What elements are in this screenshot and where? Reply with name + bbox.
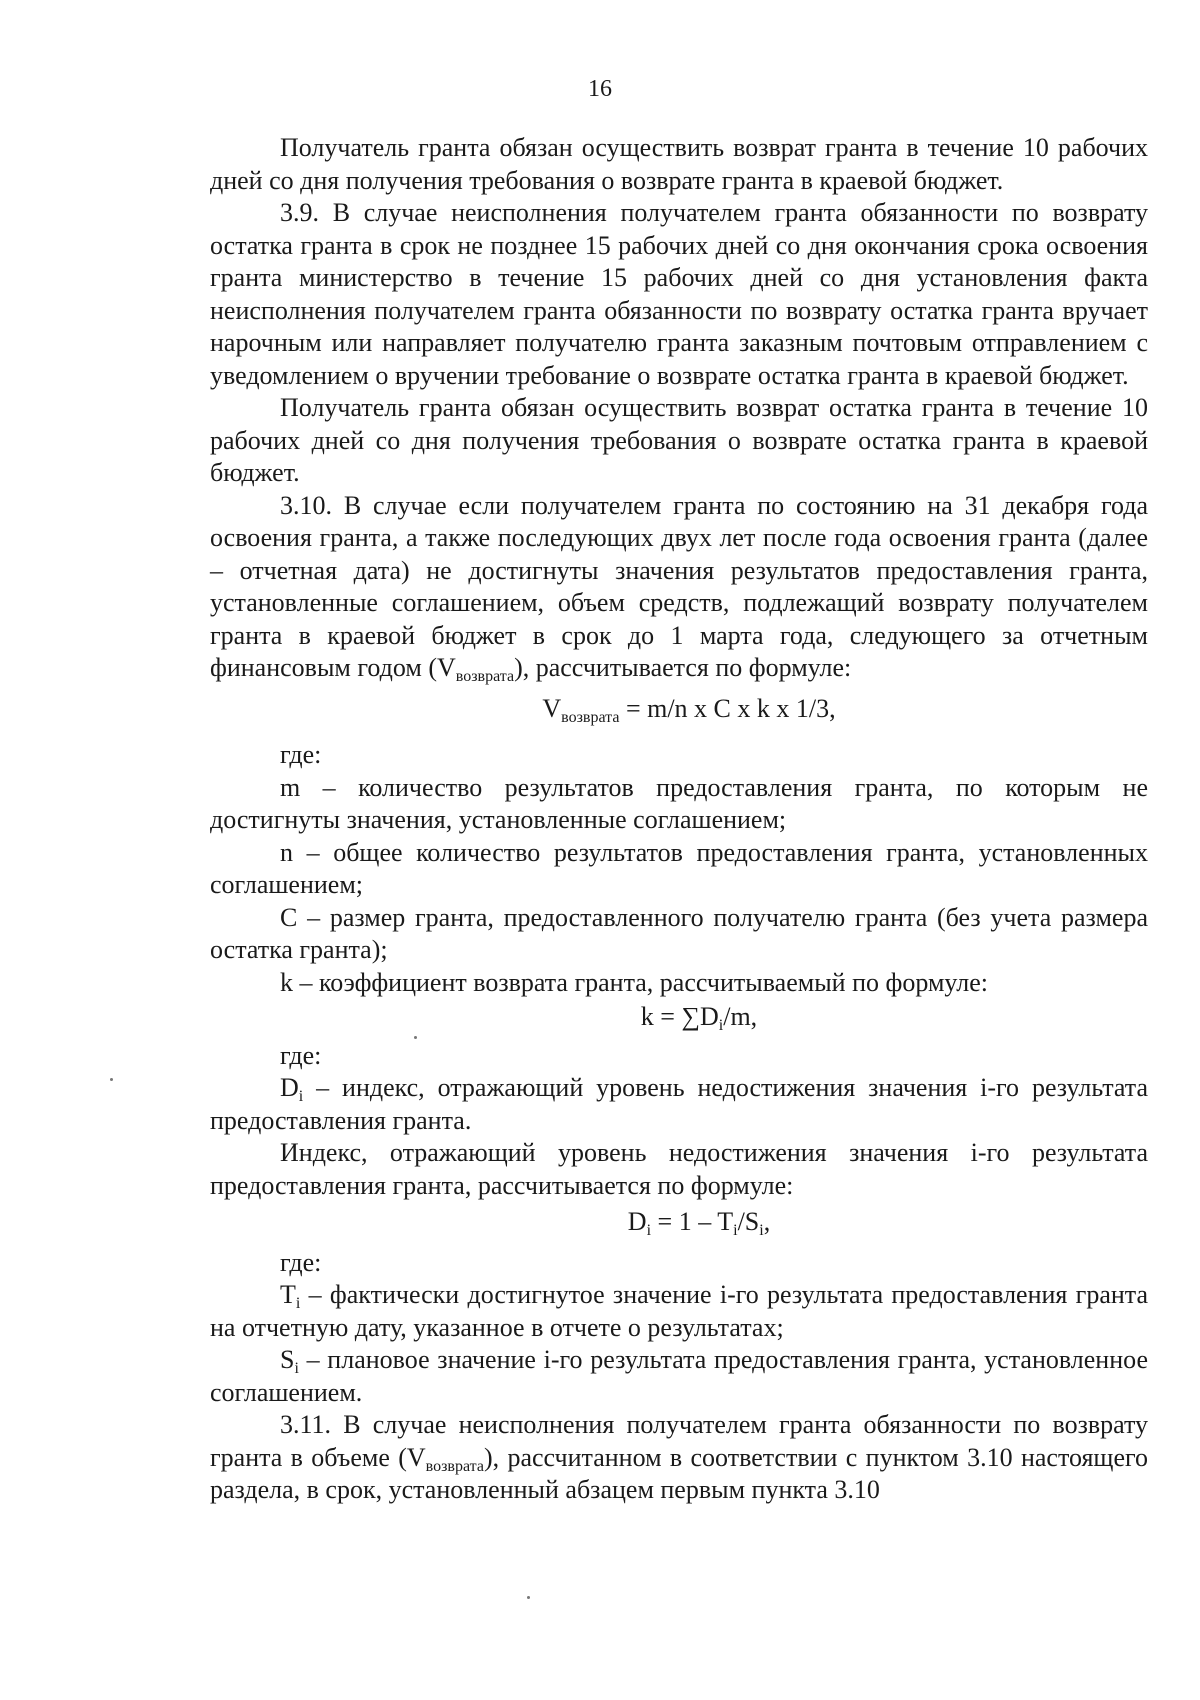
paragraph-3-10-tail: ), рассчитывается по формуле: (514, 653, 852, 682)
formula-k-subscript: i (718, 1017, 724, 1034)
definition-t (210, 1279, 1148, 1344)
where-label-3: где: (280, 1247, 322, 1277)
definition-c: C – размер гранта, предоставленного получателю гранта (без учета размера остатка гранта); (210, 902, 1148, 964)
scan-speck (414, 1036, 417, 1039)
formula-d-symbol: D (627, 1207, 647, 1236)
document-body (210, 132, 1148, 1507)
paragraph-3-10 (210, 490, 1148, 685)
definition-t-text: – фактически достигнутое значение i-го результата предоставления гранта на отчетную дату, указанное в отчете о результатах; (210, 1280, 1148, 1342)
scan-speck (110, 1078, 113, 1081)
paragraph-3-11-tail: ), рассчитанном в соответствии с пунктом 3.10 настоящего раздела, в срок, установленный абзацем первым пункта 3.10 (210, 1442, 1149, 1504)
subscript-return: возврата (455, 668, 515, 685)
formula-k (210, 1001, 1148, 1034)
definition-t-subscript: i (295, 1295, 301, 1312)
formula-d-part-t: = 1 – T (651, 1207, 734, 1236)
paragraph-3-11 (210, 1409, 1148, 1507)
formula-v-symbol: V (542, 693, 562, 723)
definition-n: n – общее количество результатов предоставления гранта, установленных соглашением; (210, 837, 1148, 899)
paragraph-return-grant: Получатель гранта обязан осуществить возврат гранта в течение 10 рабочих дней со дня получения требования о возврате гранта в краевой бюджет. (210, 133, 1148, 195)
page-number: 16 (588, 76, 612, 102)
formula-v-return (210, 693, 1148, 726)
subscript-return-2: возврата (425, 1457, 484, 1475)
formula-s-subscript: i (759, 1222, 764, 1239)
formula-v-subscript: возврата (561, 708, 620, 726)
formula-d-part-s: /S (737, 1207, 760, 1236)
definition-d-symbol: D (280, 1073, 299, 1102)
formula-d (210, 1206, 1148, 1239)
definition-d-text: – индекс, отражающий уровень недостижения значения i-го результата предоставления гранта. (210, 1073, 1148, 1135)
formula-v-rest: = m/n x C x k x 1/3, (619, 693, 836, 723)
scan-speck (527, 1596, 530, 1599)
paragraph-index: Индекс, отражающий уровень недостижения значения i-го результата предоставления гранта, рассчитывается по формуле: (210, 1138, 1148, 1200)
formula-k-tail: /m, (723, 1002, 758, 1031)
definition-s-subscript: i (294, 1360, 299, 1377)
definition-d-subscript: i (298, 1088, 304, 1105)
paragraph-3-9: 3.9. В случае неисполнения получателем гранта обязанности по возврату остатка гранта в срок не позднее 15 рабочих дней со дня окончания срока освоения гранта министерство в течение 15 рабочих дней со дня установления факта неисполнения получателем гранта обязанности по возврату остатка гранта вручает нарочным или направляет получателю гранта заказным почтовым отправлением с уведомлением о вручении требование о возврате остатка гранта в краевой бюджет. (210, 198, 1148, 390)
definition-k: k – коэффициент возврата гранта, рассчитываемый по формуле: (280, 967, 988, 997)
paragraph-3-11-text: 3.11. В случае неисполнения получателем гранта обязанности по возврату гранта в объеме (V (210, 1410, 1148, 1472)
formula-d-comma: , (763, 1207, 771, 1236)
where-label-1: где: (280, 740, 322, 769)
paragraph-3-10-text: 3.10. В случае если получателем гранта по состоянию на 31 декабря года освоения гранта, а также последующих двух лет после года освоения гранта (далее – отчетная дата) не достигнуты значения результатов предоставления гранта, установленные соглашением, объем средств, подлежащий возврату получателем гранта в краевой бюджет в срок до 1 марта года, следующего за отчетным финансовым годом (V (210, 490, 1148, 682)
definition-d (210, 1072, 1148, 1137)
definition-s-text: – плановое значение i-го результата предоставления гранта, установленное соглашением. (210, 1345, 1148, 1407)
formula-k-main: k = ∑D (640, 1002, 719, 1031)
paragraph-return-remainder: Получатель гранта обязан осуществить возврат остатка гранта в течение 10 рабочих дней со дня получения требования о возврате остатка гранта в краевой бюджет. (210, 393, 1148, 487)
definition-t-symbol: T (280, 1280, 296, 1309)
where-label-2: где: (280, 1040, 322, 1070)
formula-d-subscript: i (646, 1222, 652, 1239)
formula-t-subscript: i (733, 1222, 738, 1239)
definition-s (210, 1344, 1148, 1409)
definition-m: m – количество результатов предоставления гранта, по которым не достигнуты значения, установленные соглашением; (210, 772, 1148, 834)
definition-s-symbol: S (280, 1345, 295, 1374)
